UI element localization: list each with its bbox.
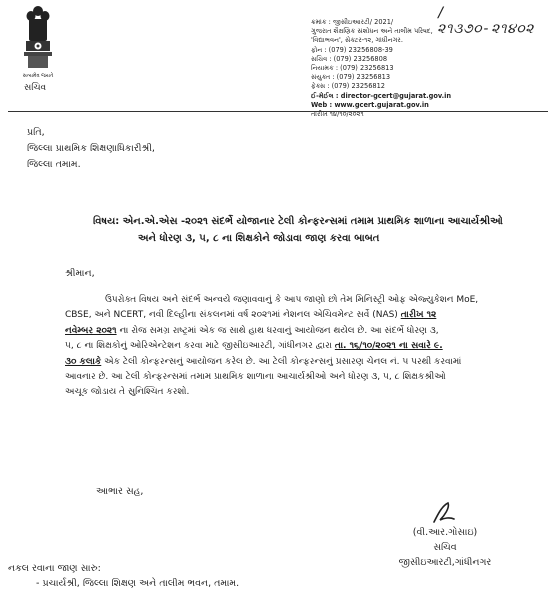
salutation: શ્રીમાન,	[65, 268, 95, 279]
signature-block	[395, 525, 495, 570]
signatory-organization: જીસીઇઆરટી,ગાંધીનગર	[398, 557, 492, 568]
copy-to-item: - પ્રચાર્યશ્રી, જિલ્લા શિક્ષણ અને તાલીમ ભવન, તમામ.	[36, 578, 240, 589]
body-text: ૫, ૮ ના શિક્ષકોનું ઓરિએન્ટેશન કરવા માટે જીસીઇઆરટી, ગાંધીનગર દ્વારા	[65, 341, 335, 352]
handwritten-reference-number: / ૨૧૩૭૦-૨૧૪૦૨	[437, 5, 534, 37]
signatory-designation: સચિવ	[433, 542, 457, 553]
letter-subject	[93, 213, 533, 247]
survey-date-highlight: તારીખ ૧૨	[400, 310, 437, 321]
subject-line-2: અને ધોરણ ૩, ૫, ૮ ના શિક્ષકોને જોડાવા જાણ કરવા બાબત	[138, 233, 380, 244]
letter-date: તારીખ ૧૪/૧૦/૨૦૨૧	[311, 110, 364, 119]
national-emblem-icon	[22, 4, 54, 78]
phone-main: ફોન : (079) 23256808-39	[311, 45, 393, 54]
website-address: Web : www.gcert.gujarat.gov.in	[311, 100, 429, 109]
fax-number: ફેક્સ : (079) 23256812	[311, 82, 386, 91]
email-address: ઈ-મેઈલ : director-gcert@gujarat.gov.in	[311, 91, 452, 100]
body-line	[65, 308, 535, 323]
conference-date-highlight: તા. ૧૬/૧૦/૨૦૨૧ ના સવારે ૯.	[334, 341, 443, 352]
body-line: ઉપરોક્ત વિષય અને સંદર્ભ અન્વયે જણાવવાનું કે આપ જાણો છો તેમ મિનિસ્ટ્રી ઓફ એજ્યુકેશન MoE,	[105, 295, 479, 305]
body-line	[65, 355, 535, 370]
body-line	[65, 324, 535, 339]
organization-address: 'વિદ્યાભવન', સેક્ટર-૧૨, ગાંધીનગર.	[311, 36, 403, 45]
emblem-motto: સત્યમેવ જયતે	[22, 73, 54, 79]
office-info-block	[311, 18, 546, 119]
body-line: અચૂક જોડાય તે સુનિશ્ચિત કરશો.	[65, 387, 190, 398]
closing-thanks: આભાર સહ,	[96, 486, 144, 497]
survey-month-highlight: નવેમ્બર ૨૦૨૧	[65, 325, 117, 336]
body-text: CBSE, અને NCERT, નવી દિલ્હીના સંકલનમાં વર્ષ ૨૦૨૧માં નેશનલ એચિવમેન્ટ સર્વે (NAS)	[65, 310, 401, 321]
body-line: આવનાર છે. આ ટેલી કોન્ફરન્સમાં તમામ પ્રાથમિક શાળાના આચાર્યશ્રીઓ અને ધોરણ ૩, ૫, ૮ શિક્ષકશ્રીઓ	[65, 372, 446, 383]
address-recipient: જિલ્લા પ્રાથમિક શિક્ષણાધિકારીશ્રી,	[27, 143, 155, 154]
header-divider	[8, 111, 548, 112]
conference-time-highlight: ૩૦ કલાકે	[65, 356, 102, 367]
organization-name: ગુજરાત શૈક્ષણિક સંશોધન અને તાલીમ પરિષદ,	[311, 27, 433, 36]
body-text: ના રોજ સમગ્ર રાષ્ટ્રમાં એક જ સાથે હાથ ધરવાનું આયોજન થયેલ છે. આ સંદર્ભે ધોરણ ૩,	[116, 325, 439, 336]
signature-mark	[428, 500, 458, 526]
phone-secretary: સચિવ : (079) 23256808	[311, 54, 388, 63]
phone-director: નિયામક : (079) 23256813	[311, 64, 394, 73]
address-location: જિલ્લા તમામ.	[27, 159, 81, 170]
address-to: પ્રતિ,	[27, 127, 45, 138]
subject-line-1: વિષય: એન.એ.એસ -૨૦૨૧ સંદર્ભે યોજાનાર ટેલી કોન્ફરન્સમાં તમામ પ્રાથમિક શાળાના આચાર્યશ્રીઓ	[93, 216, 503, 227]
phone-joint: સંયુક્ત : (079) 23256813	[311, 73, 391, 82]
letter-body	[65, 293, 535, 401]
office-title: સચિવ	[24, 83, 47, 93]
copy-to-heading: નકલ રવાના જાણ સારુ:	[8, 563, 101, 574]
body-text: એક ટેલી કોન્ફરન્સનું આયોજન કરેલ છે. આ ટેલી કોન્ફરન્સનું પ્રસારણ ચેનલ નં. ૫ પરથી કરવામાં	[101, 356, 462, 367]
body-line	[65, 339, 535, 354]
reference-number: ક્રમાંક : જીસીઇઆરટી/ 2021/	[311, 18, 394, 26]
signatory-name: (વી.આર.ગોસાઇ)	[412, 527, 478, 538]
